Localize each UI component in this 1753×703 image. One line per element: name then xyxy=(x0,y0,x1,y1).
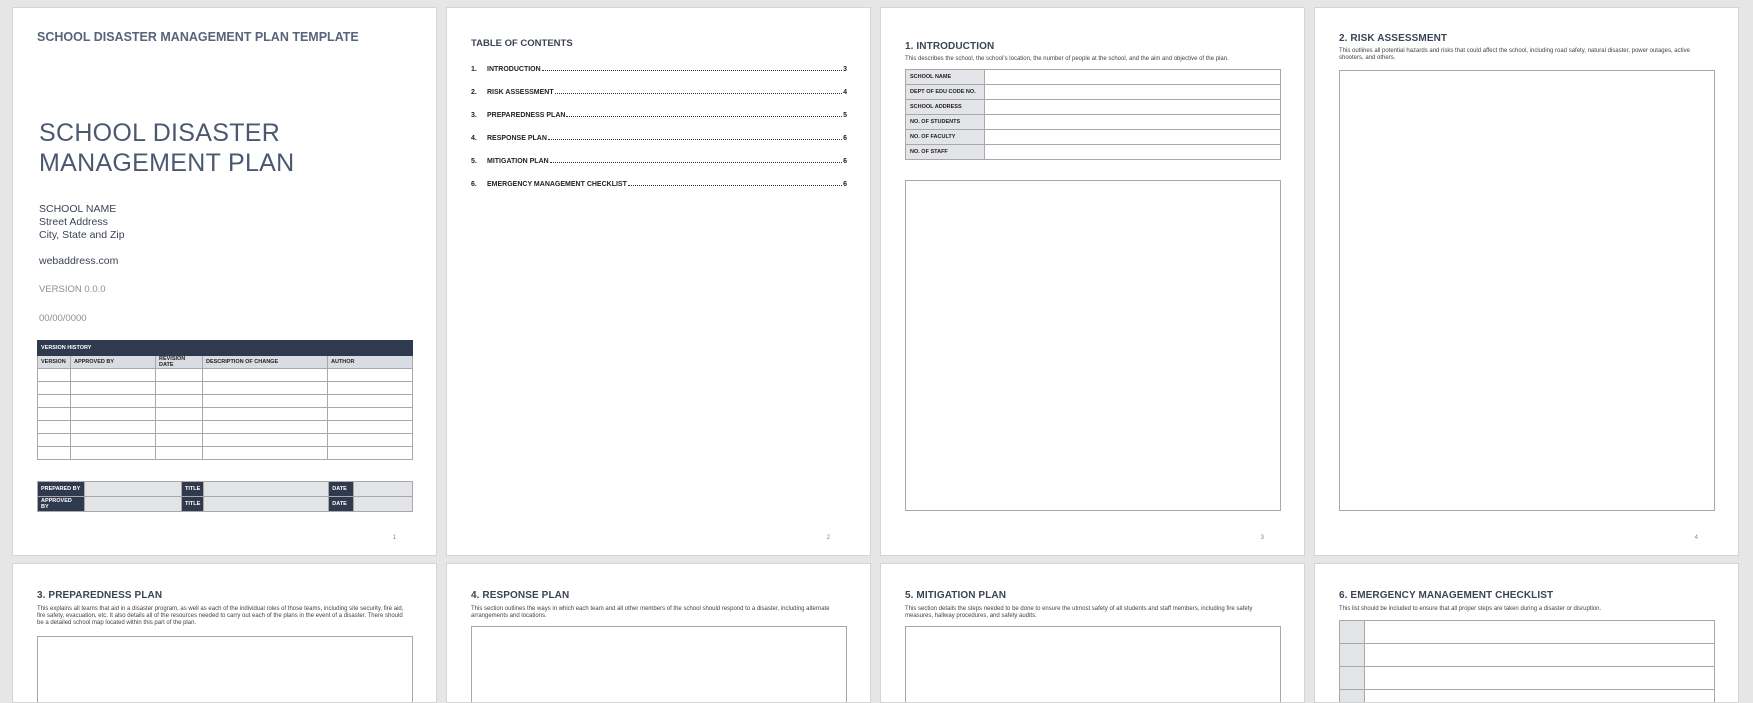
toc-item-preparedness-plan[interactable]: 3. PREPAREDNESS PLAN 5 xyxy=(471,109,847,119)
date-label: DATE xyxy=(329,482,354,497)
section-description: This section details the steps needed to be done to ensure the utmost safety of all students and staff members, including fire safety measures, hallway procedures, and safety audits. xyxy=(905,606,1274,620)
checklist-table xyxy=(1339,620,1715,703)
document-title: SCHOOL DISASTER MANAGEMENT PLAN xyxy=(39,118,294,178)
web-address: webaddress.com xyxy=(39,255,118,268)
title-label: TITLE xyxy=(182,482,204,497)
field-value[interactable] xyxy=(985,145,1281,160)
field-value[interactable] xyxy=(985,115,1281,130)
page-number: 4 xyxy=(1695,535,1698,541)
section-description: This section outlines the ways in which each team and all other members of the school should respond to a disaster, including alternate arrangements and locations. xyxy=(471,606,840,620)
table-row xyxy=(38,408,413,421)
section-title: 3. PREPAREDNESS PLAN xyxy=(37,590,162,601)
field-value[interactable] xyxy=(985,130,1281,145)
risk-content-box[interactable] xyxy=(1339,70,1715,511)
col-description: DESCRIPTION OF CHANGE xyxy=(203,356,328,369)
street-address: Street Address xyxy=(39,216,125,229)
intro-content-box[interactable] xyxy=(905,180,1281,511)
mitigation-content-box[interactable] xyxy=(905,626,1281,703)
page-preparedness-plan xyxy=(12,563,437,703)
checklist-row xyxy=(1340,690,1715,703)
table-row xyxy=(38,447,413,460)
table-row xyxy=(38,434,413,447)
field-label: SCHOOL NAME xyxy=(906,70,985,85)
toc-item-risk-assessment[interactable]: 2. RISK ASSESSMENT 4 xyxy=(471,86,847,96)
section-title: 6. EMERGENCY MANAGEMENT CHECKLIST xyxy=(1339,590,1553,601)
field-label: SCHOOL ADDRESS xyxy=(906,100,985,115)
approved-by-label: APPROVED BY xyxy=(38,497,85,512)
table-row xyxy=(38,421,413,434)
col-revision-date: REVISION DATE xyxy=(156,356,203,369)
page-emergency-checklist xyxy=(1314,563,1739,703)
page-number: 1 xyxy=(393,535,396,541)
col-version: VERSION xyxy=(38,356,71,369)
version-history-table xyxy=(37,340,413,460)
checkbox-cell[interactable] xyxy=(1340,621,1365,644)
page-introduction xyxy=(880,7,1305,556)
title-label: TITLE xyxy=(182,497,204,512)
checkbox-cell[interactable] xyxy=(1340,644,1365,667)
school-name: SCHOOL NAME xyxy=(39,203,125,216)
page-number: 3 xyxy=(1261,535,1264,541)
toc-item-introduction[interactable]: 1. INTRODUCTION 3 xyxy=(471,63,847,73)
table-row xyxy=(38,369,413,382)
field-label: NO. OF FACULTY xyxy=(906,130,985,145)
checklist-row xyxy=(1340,621,1715,644)
section-description: This list should be included to ensure that all proper steps are taken during a disaster or disruption. xyxy=(1339,606,1708,613)
field-value[interactable] xyxy=(985,70,1281,85)
city-state-zip: City, State and Zip xyxy=(39,229,125,242)
section-title: 2. RISK ASSESSMENT xyxy=(1339,33,1447,44)
version-history-title: VERSION HISTORY xyxy=(38,341,413,356)
field-value[interactable] xyxy=(985,85,1281,100)
toc-title: TABLE OF CONTENTS xyxy=(471,38,573,49)
col-approved-by: APPROVED BY xyxy=(71,356,156,369)
prepared-by-label: PREPARED BY xyxy=(38,482,85,497)
date-text: 00/00/0000 xyxy=(39,313,87,324)
toc-item-response-plan[interactable]: 4. RESPONSE PLAN 6 xyxy=(471,132,847,142)
page-toc xyxy=(446,7,871,556)
school-info-table xyxy=(905,69,1281,160)
field-value[interactable] xyxy=(985,100,1281,115)
checklist-row xyxy=(1340,644,1715,667)
col-author: AUTHOR xyxy=(328,356,413,369)
page-mitigation-plan xyxy=(880,563,1305,703)
section-description: This explains all teams that aid in a disaster program, as well as each of the individual roles of those teams, including site security, fire aid, fire safety, evacuation, etc. It also details all of the resources needed to carry out each of the plans in the event of a disaster. There should be a detailed school map located within this part of the plan. xyxy=(37,606,406,627)
checkbox-cell[interactable] xyxy=(1340,690,1365,703)
table-row xyxy=(38,382,413,395)
field-label: NO. OF STAFF xyxy=(906,145,985,160)
response-content-box[interactable] xyxy=(471,626,847,703)
page-risk-assessment xyxy=(1314,7,1739,556)
checkbox-cell[interactable] xyxy=(1340,667,1365,690)
template-header: SCHOOL DISASTER MANAGEMENT PLAN TEMPLATE xyxy=(37,30,359,44)
version-text: VERSION 0.0.0 xyxy=(39,284,106,295)
page-number: 2 xyxy=(827,535,830,541)
preparedness-content-box[interactable] xyxy=(37,636,413,703)
table-row xyxy=(38,395,413,408)
field-label: DEPT OF EDU CODE NO. xyxy=(906,85,985,100)
section-title: 1. INTRODUCTION xyxy=(905,41,994,52)
section-description: This describes the school, the school’s location, the number of people at the school, and the aim and objective of the plan. xyxy=(905,56,1274,63)
page-response-plan xyxy=(446,563,871,703)
date-label: DATE xyxy=(329,497,354,512)
checklist-row xyxy=(1340,667,1715,690)
toc-item-emergency-checklist[interactable]: 6. EMERGENCY MANAGEMENT CHECKLIST 6 xyxy=(471,178,847,188)
toc-item-mitigation-plan[interactable]: 5. MITIGATION PLAN 6 xyxy=(471,155,847,165)
section-description: This outlines all potential hazards and risks that could affect the school, including road safety, natural disaster, power outages, active shooters, and others. xyxy=(1339,48,1708,62)
section-title: 5. MITIGATION PLAN xyxy=(905,590,1006,601)
section-title: 4. RESPONSE PLAN xyxy=(471,590,569,601)
page-cover xyxy=(12,7,437,556)
school-address-block xyxy=(39,203,125,242)
signoff-table xyxy=(37,481,413,512)
field-label: NO. OF STUDENTS xyxy=(906,115,985,130)
